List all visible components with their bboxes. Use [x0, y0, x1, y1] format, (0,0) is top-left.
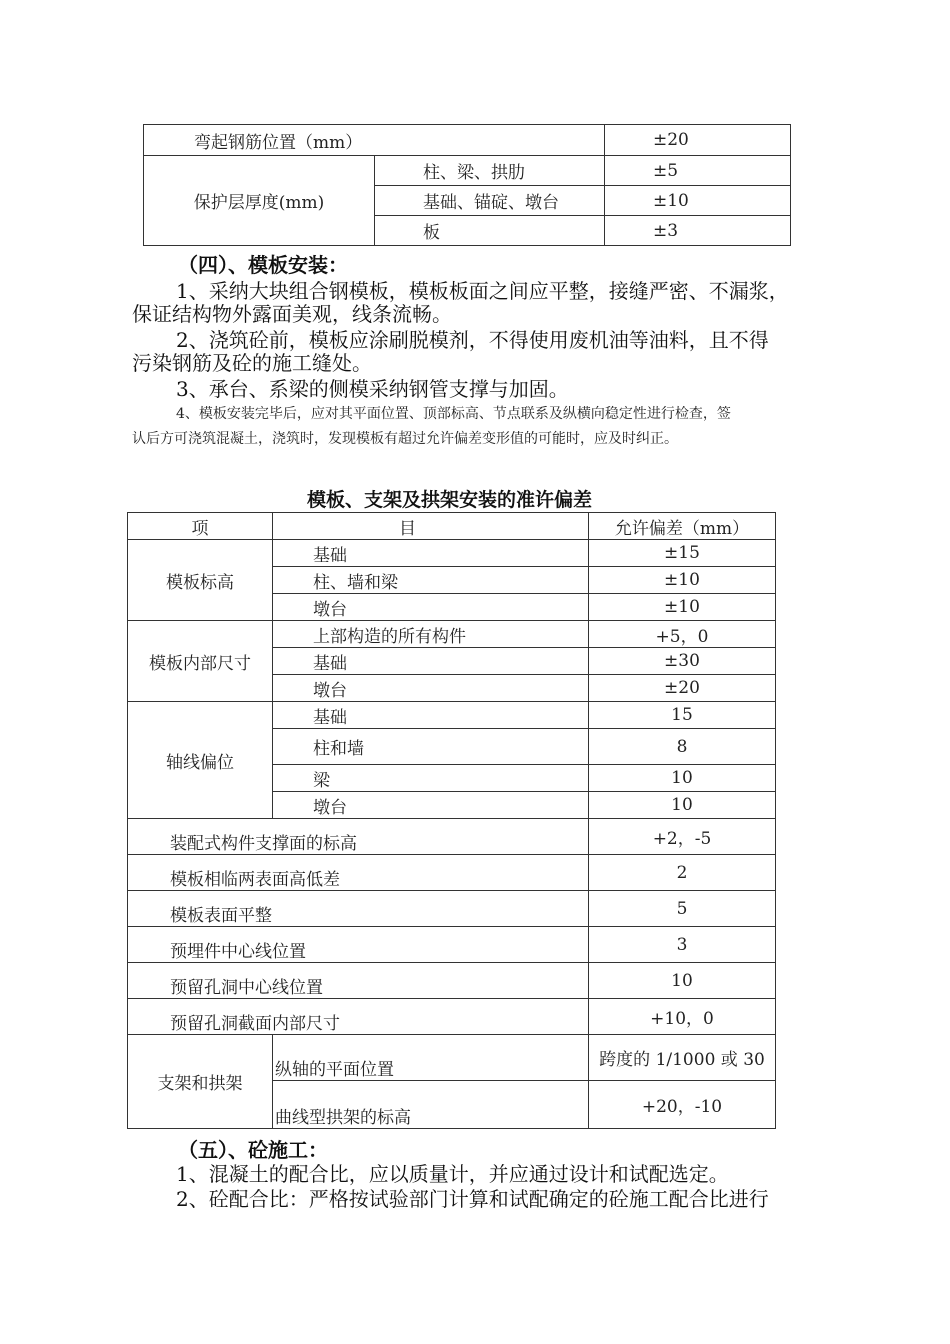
paragraph-line: 2、砼配合比：严格按试验部门计算和试配确定的砼施工配合比进行 — [176, 1187, 769, 1211]
table-row — [144, 156, 791, 186]
table-cell: 15 — [589, 702, 776, 729]
table-cell: 柱、墙和梁 — [273, 567, 589, 594]
table-cell: 模板相临两表面高低差 — [128, 855, 589, 891]
table-cell: 墩台 — [273, 792, 589, 819]
table-cell: 墩台 — [273, 594, 589, 621]
table-cell: 柱、梁、拱肋 — [375, 156, 605, 186]
header-cell: 项 — [128, 513, 273, 540]
paragraph-line: 认后方可浇筑混凝土，浇筑时，发现模板有超过允许偏差变形值的可能时，应及时纠正。 — [132, 431, 678, 447]
table-cell: 梁 — [273, 765, 589, 792]
paragraph-line: 1、混凝土的配合比，应以质量计，并应通过设计和试配选定。 — [176, 1162, 729, 1186]
paragraph-line: 保证结构物外露面美观，线条流畅。 — [132, 302, 452, 326]
table-cell: 8 — [589, 729, 776, 765]
table-cell: 10 — [589, 963, 776, 999]
group-label: 轴线偏位 — [128, 702, 273, 819]
paragraph-line: 2、浇筑砼前，模板应涂刷脱模剂，不得使用废机油等油料，且不得 — [176, 328, 769, 352]
table-cell: 柱和墙 — [273, 729, 589, 765]
table-cell: 保护层厚度(mm) — [144, 156, 375, 246]
table-cell: 预留孔洞截面内部尺寸 — [128, 999, 589, 1035]
header-cell: 允许偏差（mm） — [589, 513, 776, 540]
table-cell: 预埋件中心线位置 — [128, 927, 589, 963]
table-row — [128, 621, 776, 648]
header-cell: 目 — [273, 513, 589, 540]
table-cell: 预留孔洞中心线位置 — [128, 963, 589, 999]
table-row — [128, 855, 776, 891]
table-cell: ±15 — [589, 540, 776, 567]
paragraph-line: 3、承台、系梁的侧模采纳钢管支撑与加固。 — [176, 377, 569, 401]
table-row — [144, 125, 791, 156]
group-label: 支架和拱架 — [128, 1035, 273, 1129]
table-cell: 板 — [375, 216, 605, 246]
table-cell: 跨度的 1/1000 或 30 — [589, 1035, 776, 1081]
table-cell: ±30 — [589, 648, 776, 675]
group-label: 模板内部尺寸 — [128, 621, 273, 702]
table-cell: ±20 — [605, 125, 791, 156]
table-cell: 墩台 — [273, 675, 589, 702]
table-cell: 10 — [589, 765, 776, 792]
table-cell: ±10 — [605, 186, 791, 216]
table-cell: 基础 — [273, 540, 589, 567]
paragraph-line: 4、模板安装完毕后，应对其平面位置、顶部标高、节点联系及纵横向稳定性进行检查，签 — [176, 406, 731, 422]
table-cell: ±10 — [589, 567, 776, 594]
table-row — [128, 540, 776, 567]
group-label: 模板标高 — [128, 540, 273, 621]
paragraph-line: 1、采纳大块组合钢模板，模板板面之间应平整，接缝严密、不漏浆， — [176, 279, 789, 303]
table-cell: +5，0 — [589, 621, 776, 648]
table-header-row — [128, 513, 776, 540]
table-row — [128, 891, 776, 927]
table-row — [128, 927, 776, 963]
table-cell: 弯起钢筋位置（mm） — [144, 125, 605, 156]
table-cell: ±5 — [605, 156, 791, 186]
table-cell: 2 — [589, 855, 776, 891]
section-heading: （五）、砼施工： — [178, 1138, 328, 1162]
table-row — [128, 963, 776, 999]
table-cell: 基础 — [273, 702, 589, 729]
table-row — [128, 702, 776, 729]
section-heading: （四）、模板安装： — [178, 253, 348, 277]
table-cell: 纵轴的平面位置 — [273, 1035, 589, 1081]
rebar-tolerance-table — [143, 124, 791, 246]
table-row — [128, 819, 776, 855]
table-cell: 装配式构件支撑面的标高 — [128, 819, 589, 855]
table-row — [128, 1035, 776, 1081]
table-title: 模板、支架及拱架安装的准许偏差 — [307, 489, 593, 511]
table-cell: 上部构造的所有构件 — [273, 621, 589, 648]
table-row — [128, 999, 776, 1035]
table-cell: +10，0 — [589, 999, 776, 1035]
table-cell: 曲线型拱架的标高 — [273, 1081, 589, 1129]
table-cell: 3 — [589, 927, 776, 963]
table-cell: 基础、锚碇、墩台 — [375, 186, 605, 216]
table-cell: 10 — [589, 792, 776, 819]
table-cell: 基础 — [273, 648, 589, 675]
table-cell: +20，-10 — [589, 1081, 776, 1129]
table-cell: ±3 — [605, 216, 791, 246]
table-cell: ±20 — [589, 675, 776, 702]
paragraph-line: 污染钢筋及砼的施工缝处。 — [132, 351, 372, 375]
table-cell: ±10 — [589, 594, 776, 621]
table-cell: 模板表面平整 — [128, 891, 589, 927]
table-cell: +2，-5 — [589, 819, 776, 855]
table-cell: 5 — [589, 891, 776, 927]
formwork-tolerance-table — [127, 512, 776, 1129]
